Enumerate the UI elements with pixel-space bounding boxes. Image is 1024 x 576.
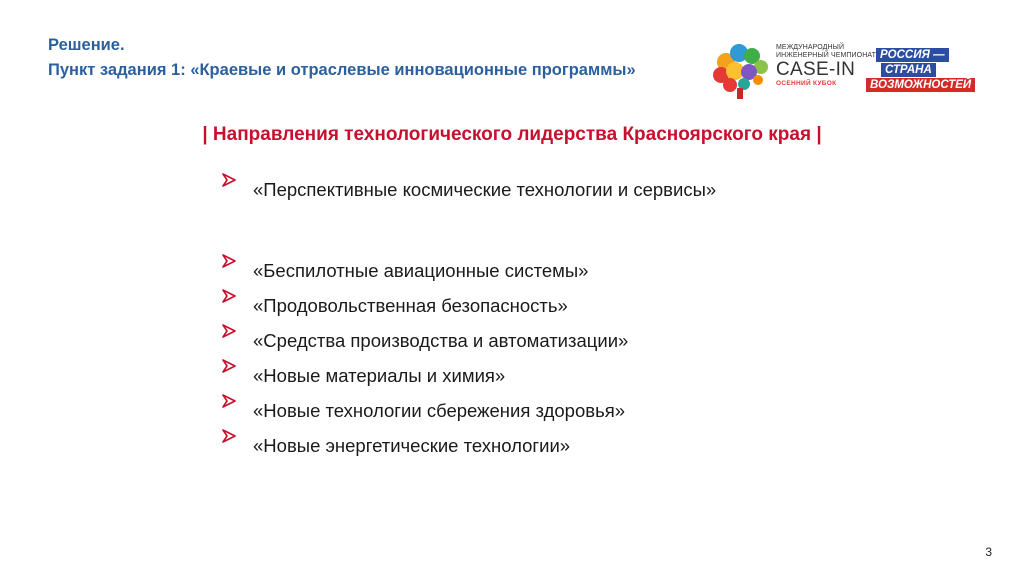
direction-text: «Перспективные космические технологии и сервисы» — [253, 179, 717, 200]
arrow-bullet-icon — [222, 394, 236, 408]
direction-text: «Средства производства и автоматизации» — [253, 330, 629, 351]
list-item — [222, 167, 833, 259]
list-item — [222, 423, 833, 469]
direction-text: «Новые энергетические технологии» — [253, 435, 571, 456]
russia-logo-line1: РОССИЯ — — [876, 48, 949, 62]
russia-logo-line3: ВОЗМОЖНОСТЕЙ — [866, 78, 975, 92]
arrow-bullet-icon — [222, 173, 236, 187]
page-number: 3 — [985, 545, 992, 559]
direction-text: «Новые технологии сбережения здоровья» — [253, 400, 626, 421]
russia-country-of-opportunities-logo — [866, 47, 970, 95]
header-task-item: Пункт задания 1: «Краевые и отраслевые инновационные программы» — [48, 61, 636, 79]
case-in-wordmark — [776, 44, 876, 88]
header-solution-label: Решение. — [48, 36, 125, 54]
direction-text: «Беспилотные авиационные системы» — [253, 260, 589, 281]
slide-header — [48, 33, 636, 83]
direction-text: «Продовольственная безопасность» — [253, 295, 568, 316]
case-in-logo — [706, 40, 876, 102]
brain-mosaic-icon — [706, 40, 776, 102]
casein-line1: МЕЖДУНАРОДНЫЙ — [776, 44, 845, 51]
arrow-bullet-icon — [222, 289, 236, 303]
directions-list — [222, 178, 833, 469]
direction-text: «Новые материалы и химия» — [253, 365, 506, 386]
arrow-bullet-icon — [222, 429, 236, 443]
casein-cup: ОСЕННИЙ КУБОК — [776, 80, 837, 87]
russia-logo-line2: СТРАНА — [881, 63, 936, 77]
arrow-bullet-icon — [222, 359, 236, 373]
arrow-bullet-icon — [222, 324, 236, 338]
casein-line2: ИНЖЕНЕРНЫЙ ЧЕМПИОНАТ — [776, 52, 876, 59]
section-title: | Направления технологического лидерства Красноярского края | — [202, 124, 822, 145]
arrow-bullet-icon — [222, 254, 236, 268]
casein-name: CASE-IN — [776, 59, 856, 80]
